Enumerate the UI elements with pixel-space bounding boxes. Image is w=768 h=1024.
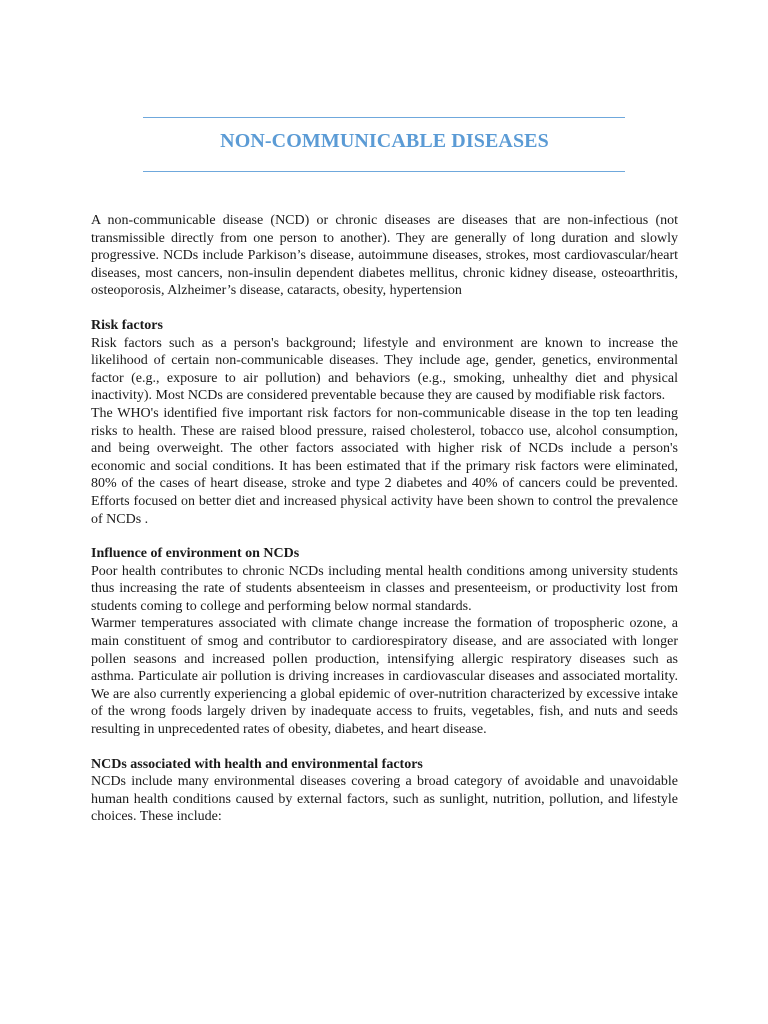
title-top-rule — [143, 117, 625, 118]
environment-paragraph-1: Poor health contributes to chronic NCDs including mental health conditions among university students thus increasing the rate of students absenteeism in classes and presenteeism, or productivity lost from students coming to college and performing below normal standards. — [91, 563, 678, 614]
environment-paragraph-2: Warmer temperatures associated with climate change increase the formation of tropospheric ozone, a main constituent of smog and contributor to cardiorespiratory disease, and are associated with longer pollen seasons and increased pollen production, intensifying allergic respiratory diseases such as asthma. Particulate air pollution is driving increases in cardiovascular diseases and associated mortality. We are also currently experiencing a global epidemic of over-nutrition characterized by excessive intake of the wrong foods largely driven by inadequate access to fruits, vegetables, fish, and nuts and seeds resulting in unprecedented rates of obesity, diabetes, and heart disease. — [91, 616, 678, 738]
title-bottom-rule — [143, 171, 625, 172]
document-title: NON-COMMUNICABLE DISEASES — [220, 130, 549, 152]
section-heading-risk-factors: Risk factors — [91, 317, 163, 333]
section-heading-environment: Influence of environment on NCDs — [91, 546, 300, 562]
document-body — [91, 212, 678, 826]
risk-factors-paragraph-1: Risk factors such as a person's background; lifestyle and environment are known to increase the likelihood of certain non-communicable diseases. They include age, gender, genetics, environmental factor (e.g., exposure to air pollution) and behaviors (e.g., smoking, unhealthy diet and physical inactivity). Most NCDs are considered preventable because they are caused by modifiable risk factors. — [91, 335, 678, 404]
risk-factors-paragraph-2: The WHO's identified five important risk factors for non-communicable disease in the top ten leading risks to health. These are raised blood pressure, raised cholesterol, tobacco use, alcohol consumption, and being overweight. The other factors associated with higher risk of NCDs include a person's economic and social conditions. It has been estimated that if the primary risk factors were eliminated, 80% of the cases of heart disease, stroke and type 2 diabetes and 40% of cancers could be prevented. Efforts focused on better diet and increased physical activity have been shown to control the prevalence of NCDs . — [91, 405, 678, 527]
section-heading-health-environmental: NCDs associated with health and environmental factors — [91, 756, 423, 772]
health-environmental-paragraph-1: NCDs include many environmental diseases covering a broad category of avoidable and unavoidable human health conditions caused by external factors, such as sunlight, nutrition, pollution, and lifestyle choices. These include: — [91, 774, 678, 825]
intro-paragraph: A non-communicable disease (NCD) or chronic diseases are diseases that are non-infectious (not transmissible directly from one person to another). They are generally of long duration and slowly progressive. NCDs include Parkison’s disease, autoimmune diseases, strokes, most cardiovascular/heart diseases, most cancers, non-insulin dependent diabetes mellitus, chronic kidney disease, osteoarthritis, osteoporosis, Alzheimer’s disease, cataracts, obesity, hypertension — [91, 213, 678, 299]
